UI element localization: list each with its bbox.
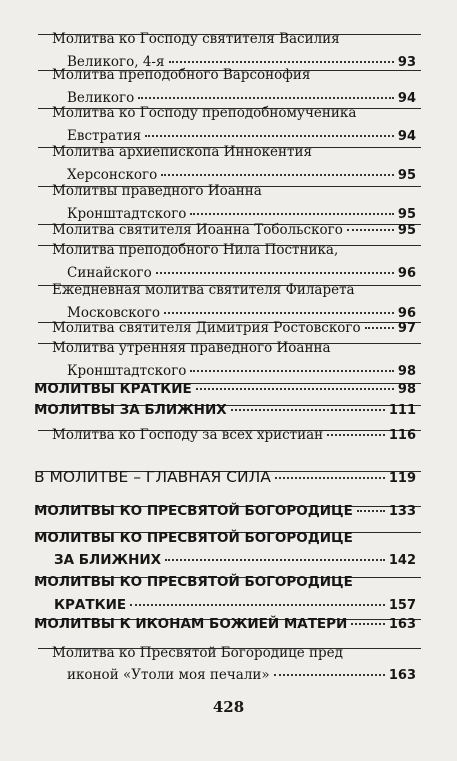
dot-leader: [190, 370, 394, 372]
entry-title-line: [34, 576, 353, 590]
dot-leader: [161, 174, 394, 176]
entry-title: Молитва преподобного Нила Постника,: [52, 242, 339, 258]
dot-leader: [327, 434, 385, 436]
entry-page-number: 96: [397, 306, 416, 321]
dot-leader: [347, 229, 394, 231]
entry-page-number: 163: [388, 668, 416, 683]
dot-leader: [145, 135, 394, 137]
entry-title: МОЛИТВЫ КРАТКИЕ: [34, 381, 192, 397]
entry-title: Московского: [67, 305, 161, 321]
entry-title-line: [67, 169, 416, 183]
entry-page-number: 94: [397, 91, 416, 106]
dot-leader: [156, 272, 394, 274]
entry-title-line: [67, 92, 416, 106]
dot-leader: [275, 477, 385, 479]
entry-title-line: [54, 554, 416, 568]
entry-title-line: [34, 532, 353, 546]
entry-title: КРАТКИЕ: [54, 597, 127, 613]
entry-title: Молитва архиепископа Иннокентия: [52, 144, 312, 160]
entry-title: Молитва преподобного Варсонофия: [52, 67, 311, 83]
entry-title: МОЛИТВЫ КО ПРЕСВЯТОЙ БОГОРОДИЦЕ: [34, 503, 353, 519]
entry-page-number: 157: [388, 598, 416, 613]
entry-title: Херсонского: [67, 167, 158, 183]
page-number: 428: [212, 698, 245, 716]
entry-title-line: [67, 208, 416, 222]
entry-title: Молитвы праведного Иоанна: [52, 183, 262, 199]
entry-page-number: 93: [397, 55, 416, 70]
entry-page-number: 98: [397, 364, 416, 379]
dot-leader: [274, 674, 385, 676]
dot-leader: [165, 559, 385, 561]
entry-title: Ежедневная молитва святителя Филарета: [52, 282, 355, 298]
entry-title: Молитва святителя Иоанна Тобольского: [52, 222, 343, 238]
dot-leader: [365, 327, 394, 329]
entry-title-line: [52, 146, 312, 160]
entry-page-number: 111: [388, 403, 416, 418]
dot-leader: [231, 409, 385, 411]
entry-title: МОЛИТВЫ ЗА БЛИЖНИХ: [34, 402, 227, 418]
entry-title-line: [52, 33, 340, 47]
entry-title-line: [34, 404, 416, 418]
dot-leader: [130, 604, 385, 606]
dot-leader: [190, 213, 394, 215]
entry-title: Великого: [67, 90, 135, 106]
dot-leader: [357, 510, 385, 512]
entry-title-line: [52, 647, 343, 661]
entry-title: Кронштадтского: [67, 363, 187, 379]
entry-title: Кронштадтского: [67, 206, 187, 222]
entry-title: МОЛИТВЫ К ИКОНАМ БОЖИЕЙ МАТЕРИ: [34, 616, 348, 632]
entry-title: Молитва ко Господу святителя Василия: [52, 31, 340, 47]
entry-title: Молитва утренняя праведного Иоанна: [52, 340, 331, 356]
entry-title: иконой «Утоли моя печали»: [67, 667, 270, 683]
entry-title-line: [34, 470, 416, 486]
entry-title: Великого, 4-я: [67, 54, 165, 70]
entry-title-line: [67, 267, 416, 281]
entry-title-line: [67, 669, 416, 683]
entry-page-number: 133: [388, 504, 416, 519]
entry-title: МОЛИТВЫ КО ПРЕСВЯТОЙ БОГОРОДИЦЕ: [34, 530, 353, 546]
entry-page-number: 142: [388, 553, 416, 568]
dot-leader: [196, 388, 394, 390]
entry-title: ЗА БЛИЖНИХ: [54, 552, 162, 568]
entry-title: Молитва ко Пресвятой Богородице пред: [52, 645, 343, 661]
entry-page-number: 95: [397, 223, 416, 238]
entry-title-line: [34, 383, 416, 397]
entry-title: МОЛИТВЫ КО ПРЕСВЯТОЙ БОГОРОДИЦЕ: [34, 574, 353, 590]
entry-title-line: [67, 130, 416, 144]
dot-leader: [138, 97, 394, 99]
entry-page-number: 96: [397, 266, 416, 281]
entry-page-number: 163: [388, 617, 416, 632]
entry-title-line: [54, 599, 416, 613]
entry-title-line: [52, 224, 416, 238]
entry-page-number: 94: [397, 129, 416, 144]
entry-page-number: 97: [397, 321, 416, 336]
entry-title-line: [52, 342, 331, 356]
entry-page-number: 95: [397, 207, 416, 222]
entry-title-line: [52, 185, 262, 199]
dot-leader: [351, 623, 385, 625]
dot-leader: [164, 312, 394, 314]
entry-title: Молитва ко Господу за всех христиан: [52, 427, 324, 443]
entry-title: В МОЛИТВЕ – ГЛАВНАЯ СИЛА: [34, 468, 271, 486]
entry-title-line: [34, 505, 416, 519]
entry-title: Синайского: [67, 265, 152, 281]
entry-title-line: [67, 365, 416, 379]
entry-page-number: 95: [397, 168, 416, 183]
entry-title: Евстратия: [67, 128, 142, 144]
entry-title-line: [52, 284, 355, 298]
entry-title-line: [52, 244, 338, 258]
entry-page-number: 116: [388, 428, 416, 443]
entry-title-line: [52, 322, 416, 336]
entry-page-number: 119: [388, 471, 416, 486]
entry-title: Молитва ко Господу преподобномученика: [52, 105, 357, 121]
entry-page-number: 98: [397, 382, 416, 397]
entry-title: Молитва святителя Димитрия Ростовского: [52, 320, 361, 336]
entry-title-line: [34, 618, 416, 632]
entry-title-line: [52, 107, 356, 121]
entry-title-line: [52, 429, 416, 443]
dot-leader: [169, 61, 394, 63]
entry-title-line: [52, 69, 310, 83]
entry-title-line: [67, 307, 416, 321]
